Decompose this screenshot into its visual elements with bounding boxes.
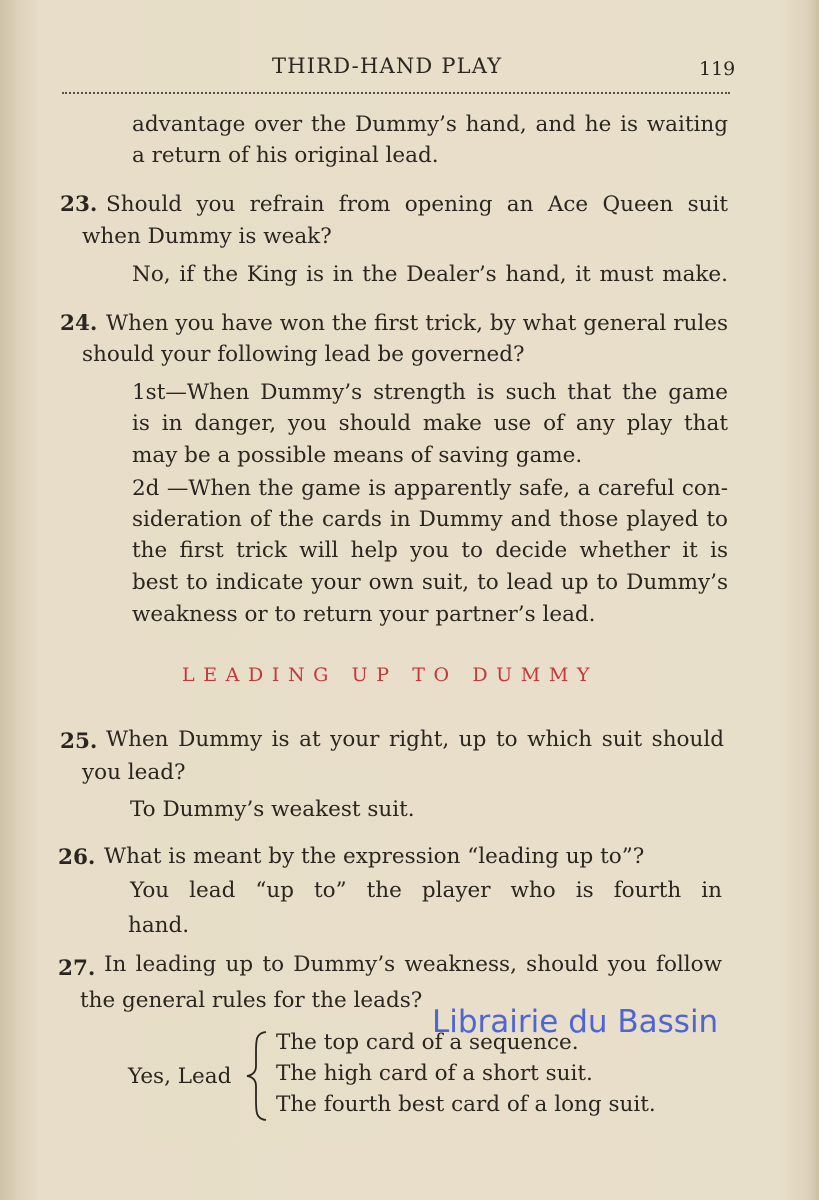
answer-line: best to indicate your own suit, to lead up to Dummy’s bbox=[132, 570, 728, 595]
answer-line: 2d —When the game is apparently safe, a careful con- bbox=[132, 476, 728, 501]
answer-line: No, if the King is in the Dealer’s hand, it must make. bbox=[132, 262, 728, 287]
question-line: the general rules for the leads? bbox=[80, 988, 423, 1013]
answer-line: is in danger, you should make use of any play that bbox=[132, 411, 728, 436]
answer-line: weakness or to return your partner’s lead. bbox=[132, 602, 596, 627]
answer-label: Yes, Lead bbox=[128, 1064, 232, 1089]
answer-line: To Dummy’s weakest suit. bbox=[130, 797, 415, 822]
question-line: What is meant by the expression “leading up to”? bbox=[104, 844, 645, 869]
watermark: Librairie du Bassin bbox=[432, 1004, 719, 1040]
question-number: 24. bbox=[60, 311, 98, 336]
question-line: should your following lead be governed? bbox=[82, 342, 525, 367]
continuation-line: a return of his original lead. bbox=[132, 143, 439, 168]
question-line: when Dummy is weak? bbox=[82, 224, 332, 249]
page-number: 119 bbox=[699, 58, 736, 80]
question-line: When you have won the first trick, by what general rules bbox=[106, 311, 728, 336]
header-dotted-rule bbox=[62, 92, 730, 94]
question-number: 25. bbox=[60, 729, 98, 754]
question-line: When Dummy is at your right, up to which suit should bbox=[106, 727, 724, 752]
lead-option: The top card of a sequence. bbox=[276, 1030, 579, 1055]
answer-line: the first trick will help you to decide whether it is bbox=[132, 538, 728, 563]
question-line: you lead? bbox=[82, 760, 186, 785]
question-number: 23. bbox=[60, 192, 98, 217]
continuation-line: advantage over the Dummy’s hand, and he is waiting bbox=[132, 112, 728, 137]
section-heading: LEADING UP TO DUMMY bbox=[182, 664, 599, 686]
curly-brace bbox=[244, 1030, 270, 1122]
answer-line: 1st—When Dummy’s strength is such that the game bbox=[132, 380, 728, 405]
question-line: Should you refrain from opening an Ace Queen suit bbox=[106, 192, 728, 217]
question-line: In leading up to Dummy’s weakness, should you follow bbox=[104, 952, 722, 977]
lead-option: The high card of a short suit. bbox=[276, 1061, 593, 1086]
running-head-title: THIRD-HAND PLAY bbox=[272, 54, 503, 78]
answer-line: hand. bbox=[128, 913, 190, 938]
answer-line: sideration of the cards in Dummy and those played to bbox=[132, 507, 728, 532]
lead-option: The fourth best card of a long suit. bbox=[276, 1092, 656, 1117]
question-number: 26. bbox=[58, 845, 96, 870]
question-number: 27. bbox=[58, 956, 96, 981]
answer-line: may be a possible means of saving game. bbox=[132, 443, 583, 468]
answer-line: You lead “up to” the player who is fourth in bbox=[130, 878, 722, 903]
